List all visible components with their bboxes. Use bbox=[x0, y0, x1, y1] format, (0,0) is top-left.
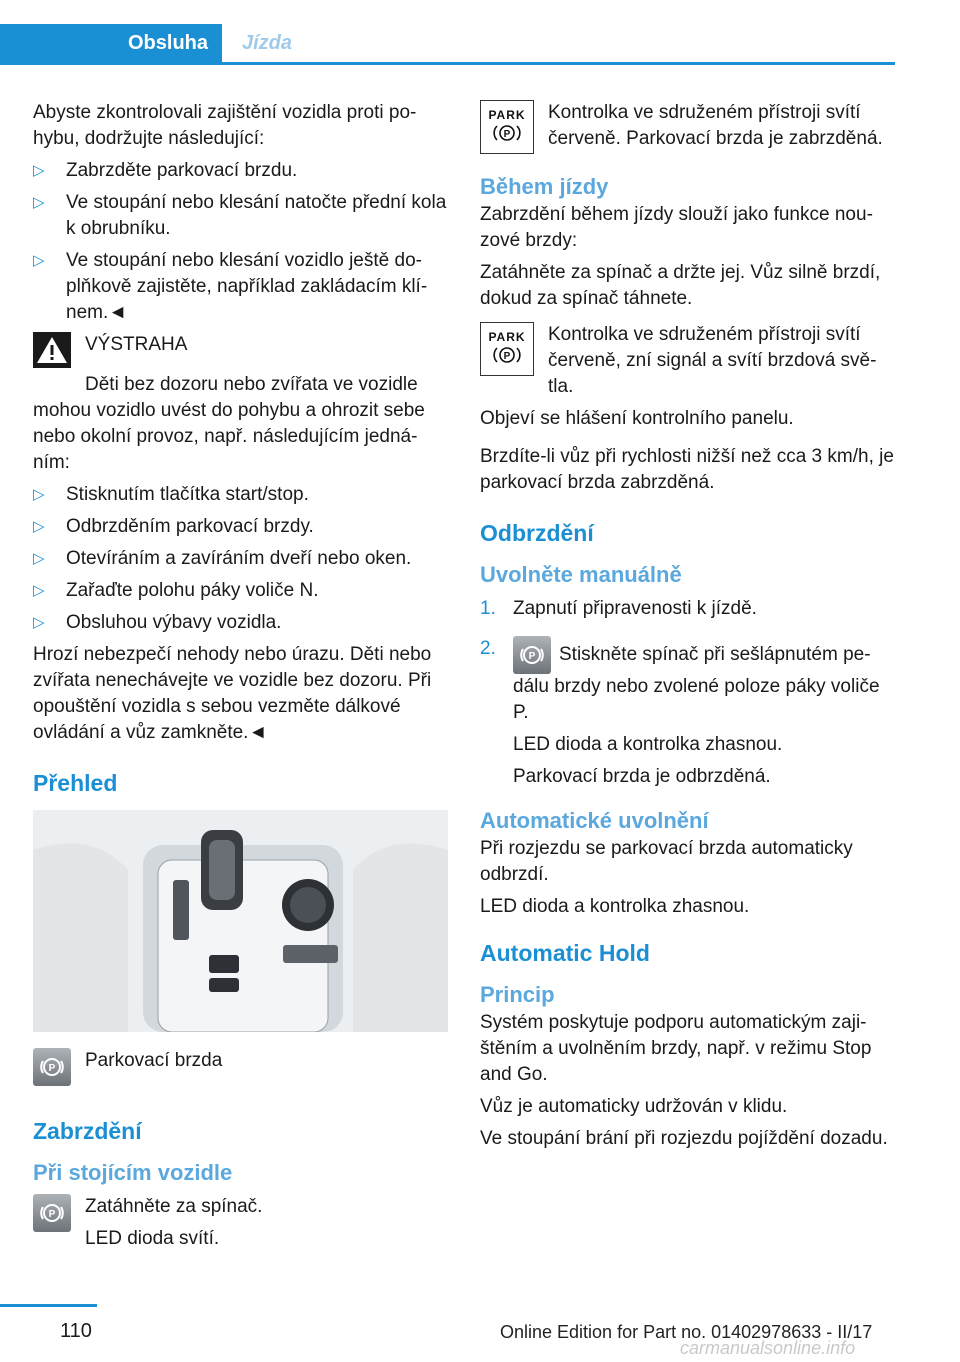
heading-auto-hold: Automatic Hold bbox=[480, 940, 650, 966]
paragraph: Systém poskytuje podporu automatickým zajištěním a uvolněním brzdy, např. v režimu Stop and Go. bbox=[480, 1012, 872, 1085]
edition-note: Online Edition for Part no. 01402978633 - II/17 bbox=[500, 1322, 873, 1342]
checklist bbox=[33, 158, 448, 326]
paragraph: Vůz je automaticky udržován v klidu. bbox=[480, 1096, 788, 1117]
note-text: Kontrolka ve sdruženém přístroji svítí červeně, zní signál a svítí brzdová světla. bbox=[548, 324, 877, 397]
heading-principle: Princip bbox=[480, 982, 555, 1007]
step-note: Parkovací brzda je odbrzděná. bbox=[513, 766, 771, 787]
note-text: Kontrolka ve sdruženém přístroji svítí červeně. Parkovací brzda je zabrzděná. bbox=[548, 102, 883, 149]
list-item: ▷ Zabrzděte parkovací brzdu. bbox=[33, 158, 448, 184]
park-label: PARK bbox=[488, 108, 526, 122]
step-text: Zapnutí připravenosti k jízdě. bbox=[513, 598, 757, 619]
svg-text:P: P bbox=[503, 351, 511, 362]
heading-manual: Uvolněte manuálně bbox=[480, 562, 682, 587]
stationary-instruction bbox=[33, 1194, 448, 1252]
warning-title: VÝSTRAHA bbox=[85, 334, 188, 355]
list-item: ▷ Otevíráním a zavíráním dveří nebo oken. bbox=[33, 546, 448, 572]
svg-text:P: P bbox=[48, 1209, 56, 1220]
parking-brake-caption bbox=[33, 1048, 448, 1086]
paragraph: Zatáhněte za spínač a držte jej. Vůz silně brzdí, dokud za spínač táhnete. bbox=[480, 262, 881, 309]
list-item bbox=[480, 636, 895, 790]
page-number: 110 bbox=[60, 1320, 92, 1342]
step-text: Stiskněte spínač při sešlápnutém pedálu brzdy nebo zvolené poloze páky voliče P. bbox=[513, 644, 880, 723]
heading-release: Odbrzdění bbox=[480, 520, 594, 546]
heading-driving: Během jízdy bbox=[480, 174, 609, 199]
list-item bbox=[480, 596, 895, 622]
heading-stationary: Při stojícím vozidle bbox=[33, 1160, 233, 1185]
park-label: PARK bbox=[488, 330, 526, 344]
release-steps bbox=[480, 596, 895, 790]
parking-brake-button-icon bbox=[33, 1194, 71, 1232]
heading-overview: Přehled bbox=[33, 770, 118, 796]
step-number: 1. bbox=[480, 598, 496, 619]
list-item: ▷ Ve stoupání nebo klesání vozidlo ještě doplňkově zajistěte, například zakládacím klínem.◄ bbox=[33, 248, 448, 326]
list-item: ▷ Zařaďte polohu páky voliče N. bbox=[33, 578, 448, 604]
hazard-text: Hrozí nebezpečí nehody nebo úrazu. Děti nebo zvířata nenechávejte ve vozidle bez dozoru. Při opouštění vozidla s sebou vezměte dálkové ovládání a vůz zamkněte.◄ bbox=[33, 644, 432, 743]
warning-list bbox=[33, 482, 448, 636]
warning-text: Děti bez dozoru nebo zvířata ve vozidle mohou vozidlo uvést do pohybu a ohrozit sebe nebo okolní provoz, např. následujícím jednáním: bbox=[33, 374, 425, 473]
step-note: LED dioda a kontrolka zhasnou. bbox=[513, 734, 783, 755]
paragraph: LED dioda a kontrolka zhasnou. bbox=[480, 896, 750, 917]
warning-triangle-icon bbox=[33, 332, 71, 368]
right-column bbox=[480, 100, 895, 1158]
parking-brake-button-icon bbox=[33, 1048, 71, 1086]
paragraph: Zabrzdění během jízdy slouží jako funkce nouzové brzdy: bbox=[480, 204, 873, 251]
intro-text: Abyste zkontrolovali zajištění vozidla proti pohybu, dodržujte následující: bbox=[33, 102, 417, 149]
paragraph: Při rozjezdu se parkovací brzda automaticky odbrzdí. bbox=[480, 838, 853, 885]
instruction-line: LED dioda svítí. bbox=[85, 1228, 220, 1249]
list-item: ▷ Odbrzděním parkovací brzdy. bbox=[33, 514, 448, 540]
center-console-photo bbox=[33, 810, 448, 1032]
watermark: carmanualsonline.info bbox=[680, 1338, 856, 1358]
parking-brake-button-icon bbox=[513, 636, 551, 674]
chapter-tabbar bbox=[0, 24, 895, 65]
park-indicator-icon bbox=[480, 322, 534, 376]
paragraph: Brzdíte-li vůz při rychlosti nižší než cca 3 km/h, je parkovací brzda zabrzděná. bbox=[480, 446, 894, 493]
warning-block bbox=[33, 332, 448, 476]
park-indicator-icon bbox=[480, 100, 534, 154]
console-illustration bbox=[33, 810, 448, 1032]
tab-jizda[interactable]: Jízda bbox=[242, 32, 293, 54]
step-number: 2. bbox=[480, 638, 496, 659]
heading-auto-release: Automatické uvolnění bbox=[480, 808, 709, 833]
list-item: ▷ Obsluhou výbavy vozidla. bbox=[33, 610, 448, 636]
list-item: ▷ Stisknutím tlačítka start/stop. bbox=[33, 482, 448, 508]
svg-text:P: P bbox=[503, 129, 511, 140]
tab-obsluha[interactable]: Obsluha bbox=[0, 24, 222, 62]
svg-text:P: P bbox=[528, 651, 536, 662]
park-indicator-note bbox=[480, 322, 895, 400]
svg-text:P: P bbox=[48, 1063, 56, 1074]
left-column bbox=[33, 100, 448, 1258]
footer-rule bbox=[0, 1304, 97, 1307]
paragraph: Objeví se hlášení kontrolního panelu. bbox=[480, 408, 794, 429]
list-item: ▷ Ve stoupání nebo klesání natočte přední kola k obrubníku. bbox=[33, 190, 448, 242]
paragraph: Ve stoupání brání při rozjezdu pojíždění dozadu. bbox=[480, 1128, 888, 1149]
caption-text: Parkovací brzda bbox=[85, 1050, 223, 1071]
park-indicator-note bbox=[480, 100, 895, 154]
heading-apply: Zabrzdění bbox=[33, 1118, 142, 1144]
instruction-line: Zatáhněte za spínač. bbox=[85, 1196, 263, 1217]
